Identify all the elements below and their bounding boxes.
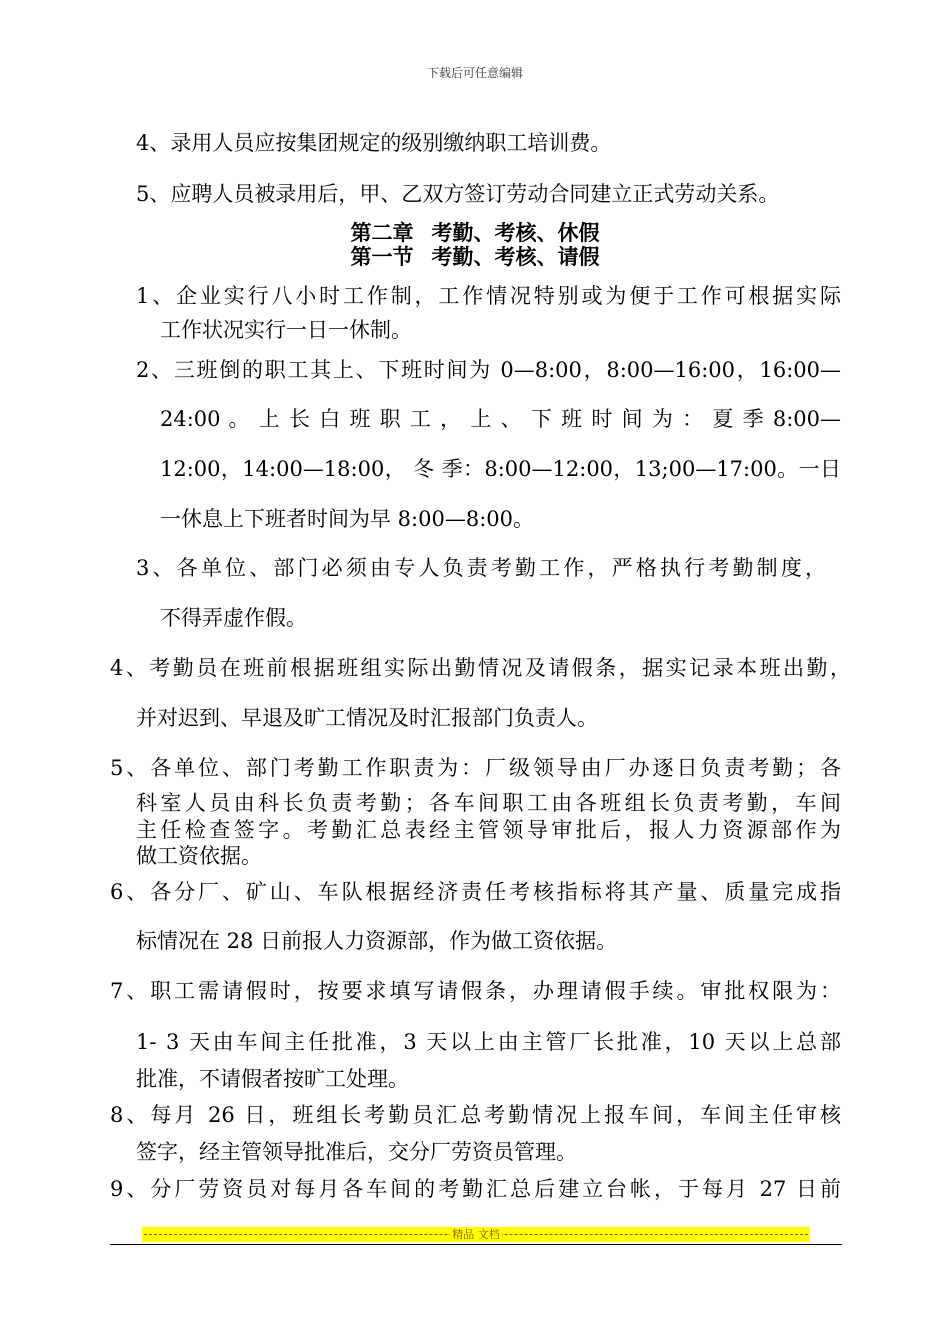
paragraph-line: 7、职工需请假时，按要求填写请假条，办理请假手续。审批权限为： — [110, 979, 841, 1003]
paragraph-line: 主任检查签字。考勤汇总表经主管领导审批后，报人力资源部作为 — [136, 818, 841, 842]
paragraph-line: 9、分厂劳资员对每月各车间的考勤汇总后建立台帐，于每月 27 日前 — [110, 1177, 841, 1201]
paragraph-line: 6、各分厂、矿山、车队根据经济责任考核指标将其产量、质量完成指 — [110, 880, 841, 904]
paragraph-line: 批准，不请假者按旷工处理。 — [136, 1067, 409, 1091]
paragraph-line: 1、企业实行八小时工作制，工作情况特别或为便于工作可根据实际 — [136, 284, 841, 308]
paragraph-line: 12:00，14:00—18:00， 冬 季：8:00—12:00，13;00—17:00。一日 — [160, 457, 841, 481]
chapter-label: 第二章 — [350, 220, 414, 245]
paragraph-line: 4、考勤员在班前根据班组实际出勤情况及请假条，据实记录本班出勤， — [110, 656, 851, 680]
section-title: 考勤、考核、请假 — [431, 244, 600, 269]
section-heading — [0, 245, 950, 269]
paragraph-line: 4、录用人员应按集团规定的级别缴纳职工培训费。 — [136, 131, 612, 155]
paragraph-line: 1- 3 天由车间主任批准，3 天以上由主管厂长批准，10 天以上总部 — [136, 1030, 841, 1054]
paragraph-line: 2、三班倒的职工其上、下班时间为 0—8:00，8:00—16:00，16:00— — [136, 358, 841, 382]
footer-label: 精品 文档 — [452, 1228, 500, 1241]
footer-banner — [142, 1227, 810, 1242]
section-label: 第一节 — [350, 244, 414, 269]
paragraph-line: 3、各单位、部门必须由专人负责考勤工作，严格执行考勤制度， — [136, 556, 826, 580]
paragraph-line: 一休息上下班者时间为早 8:00—8:00。 — [160, 507, 534, 531]
page-header: 下载后可任意编辑 — [426, 66, 523, 80]
paragraph-line: 8、每月 26 日，班组长考勤员汇总考勤情况上报车间，车间主任审核 — [110, 1103, 841, 1127]
footer-rule — [110, 1244, 842, 1245]
chapter-title: 考勤、考核、休假 — [431, 220, 600, 245]
paragraph-line: 签字，经主管领导批准后，交分厂劳资员管理。 — [136, 1140, 577, 1164]
paragraph-line: 不得弄虚作假。 — [160, 606, 307, 630]
chapter-heading — [0, 221, 950, 245]
paragraph-line: 工作状况实行一日一休制。 — [160, 318, 412, 342]
paragraph-line: 5、各单位、部门考勤工作职责为：厂级领导由厂办逐日负责考勤；各 — [110, 756, 841, 780]
paragraph-line: 24:00 。 上 长 白 班 职 工 ， 上 、 下 班 时 间 为 ： 夏 季 8:00— — [160, 407, 841, 431]
paragraph-line: 并对迟到、早退及旷工情况及时汇报部门负责人。 — [136, 706, 598, 730]
paragraph-line: 做工资依据。 — [136, 844, 262, 868]
paragraph-line: 标情况在 28 日前报人力资源部，作为做工资依据。 — [136, 929, 618, 953]
paragraph-line: 科室人员由科长负责考勤；各车间职工由各班组长负责考勤，车间 — [136, 791, 841, 815]
paragraph-line: 5、应聘人员被录用后，甲、乙双方签订劳动合同建立正式劳动关系。 — [136, 182, 780, 206]
